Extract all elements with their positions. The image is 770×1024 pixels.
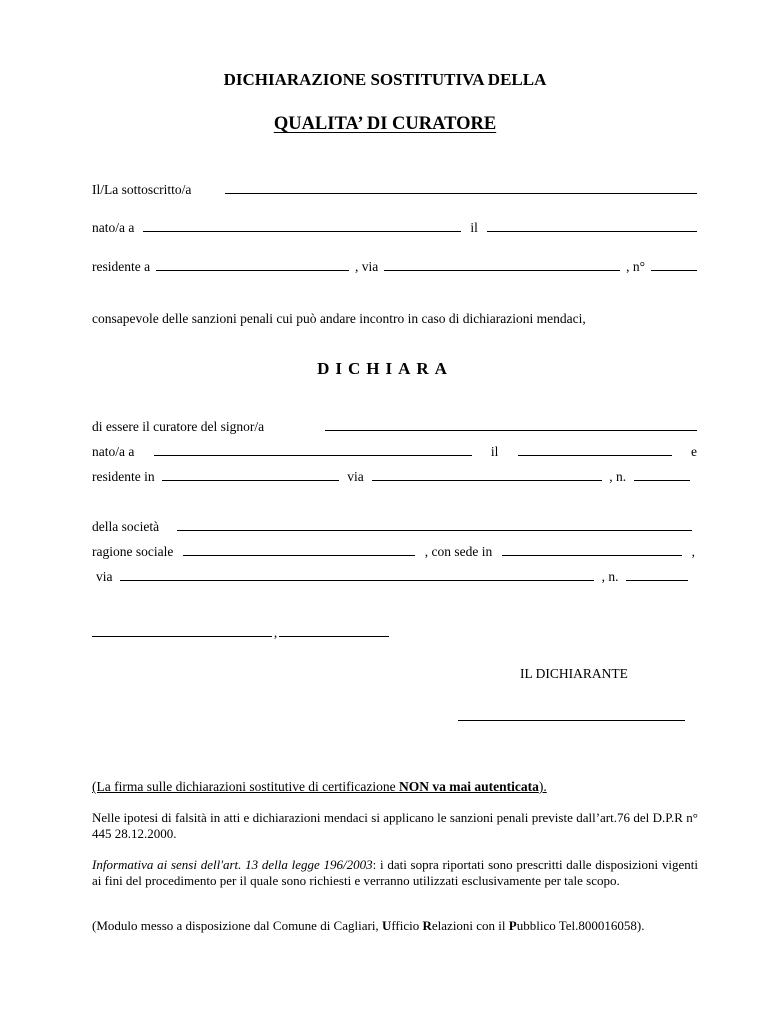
informativa-rest: : i dati sopra riportati sono prescritti dalle disposizioni vigenti ai fini del procedimento per il quale sono richiesti e verranno utilizzati esclusivamente per tale scopo. bbox=[92, 857, 698, 888]
falsita-paragraph: Nelle ipotesi di falsità in atti e dichiarazioni mendaci si applicano le sanzioni penali previste dall’art.76 del D.P.R n° 445 28.12.2000. bbox=[92, 810, 698, 841]
modulo-paragraph bbox=[92, 918, 662, 934]
sottoscritto-row bbox=[92, 181, 697, 198]
birthplace-field[interactable] bbox=[143, 219, 461, 232]
company-name-field[interactable] bbox=[183, 543, 415, 556]
firma-note-bold: NON va mai autenticata bbox=[399, 779, 539, 794]
nato-row bbox=[92, 219, 697, 236]
modulo-text-1: (Modulo messo a disposizione dal Comune di Cagliari, bbox=[92, 918, 382, 933]
modulo-letter-p: P bbox=[508, 918, 517, 933]
societa-label: della società bbox=[92, 519, 160, 534]
societa-row bbox=[92, 518, 692, 535]
residente-row bbox=[92, 258, 697, 275]
curatore-via-label: via bbox=[347, 469, 364, 484]
modulo-text-2: fficio bbox=[391, 918, 423, 933]
signature-field[interactable] bbox=[458, 719, 685, 721]
curatore-e-label: e bbox=[691, 444, 697, 459]
firma-note-prefix: (La firma sulle dichiarazioni sostitutive di certificazione bbox=[92, 779, 400, 794]
ragione-row bbox=[92, 543, 695, 560]
curatore-residente-row bbox=[92, 468, 690, 485]
company-street-field[interactable] bbox=[120, 568, 594, 581]
assisted-street-field[interactable] bbox=[372, 468, 602, 481]
assisted-person-field[interactable] bbox=[325, 418, 697, 431]
firma-note-suffix: ). bbox=[538, 779, 547, 794]
date-field[interactable] bbox=[279, 624, 389, 637]
curatore-nato-row bbox=[92, 443, 697, 460]
ragione-label: ragione sociale bbox=[92, 544, 174, 559]
numero-label: , n° bbox=[626, 259, 645, 274]
place-date-row bbox=[92, 624, 389, 641]
assisted-number-field[interactable] bbox=[634, 468, 690, 481]
societa-via-row bbox=[96, 568, 688, 585]
company-field[interactable] bbox=[177, 518, 692, 531]
curatore-row bbox=[92, 418, 697, 435]
assisted-residence-field[interactable] bbox=[162, 468, 339, 481]
curatore-nato-label: nato/a a bbox=[92, 444, 135, 459]
sottoscritto-field[interactable] bbox=[225, 181, 697, 194]
consapevole-text: consapevole delle sanzioni penali cui può andare incontro in caso di dichiarazioni mendaci, bbox=[92, 311, 586, 326]
document-title-line2: QUALITA’ DI CURATORE bbox=[273, 114, 497, 134]
informativa-paragraph bbox=[92, 857, 698, 889]
il-label: il bbox=[470, 220, 478, 235]
residence-city-field[interactable] bbox=[156, 258, 349, 271]
firma-note bbox=[92, 779, 547, 795]
residence-street-field[interactable] bbox=[384, 258, 620, 271]
curatore-il-label: il bbox=[490, 444, 499, 459]
residence-number-field[interactable] bbox=[651, 258, 697, 271]
document-title-line1: DICHIARAZIONE SOSTITUTIVA DELLA bbox=[223, 70, 547, 89]
place-date-comma: , bbox=[273, 625, 278, 640]
signature-label: IL DICHIARANTE bbox=[520, 666, 628, 681]
sede-comma: , bbox=[691, 544, 695, 559]
company-number-field[interactable] bbox=[626, 568, 688, 581]
company-seat-field[interactable] bbox=[502, 543, 682, 556]
modulo-letter-u: U bbox=[381, 918, 392, 933]
sede-label: , con sede in bbox=[424, 544, 493, 559]
dichiara-heading: DICHIARA bbox=[317, 359, 453, 378]
via-label: , via bbox=[354, 259, 379, 274]
residente-label: residente a bbox=[92, 259, 151, 274]
societa-via-label: via bbox=[96, 569, 113, 584]
sottoscritto-label: Il/La sottoscritto/a bbox=[92, 182, 192, 197]
nato-label: nato/a a bbox=[92, 220, 135, 235]
modulo-text-3: elazioni con il bbox=[431, 918, 509, 933]
societa-n-label: , n. bbox=[601, 569, 619, 584]
birthdate-field[interactable] bbox=[487, 219, 697, 232]
modulo-text-4: ubblico Tel.800016058). bbox=[516, 918, 645, 933]
place-field[interactable] bbox=[92, 624, 272, 637]
curatore-n-label: , n. bbox=[609, 469, 627, 484]
assisted-birthplace-field[interactable] bbox=[154, 443, 472, 456]
informativa-italic: Informativa ai sensi dell'art. 13 della legge 196/2003 bbox=[92, 857, 373, 872]
assisted-birthdate-field[interactable] bbox=[518, 443, 672, 456]
curatore-label: di essere il curatore del signor/a bbox=[92, 419, 265, 434]
modulo-letter-r: R bbox=[422, 918, 432, 933]
curatore-residente-label: residente in bbox=[92, 469, 155, 484]
